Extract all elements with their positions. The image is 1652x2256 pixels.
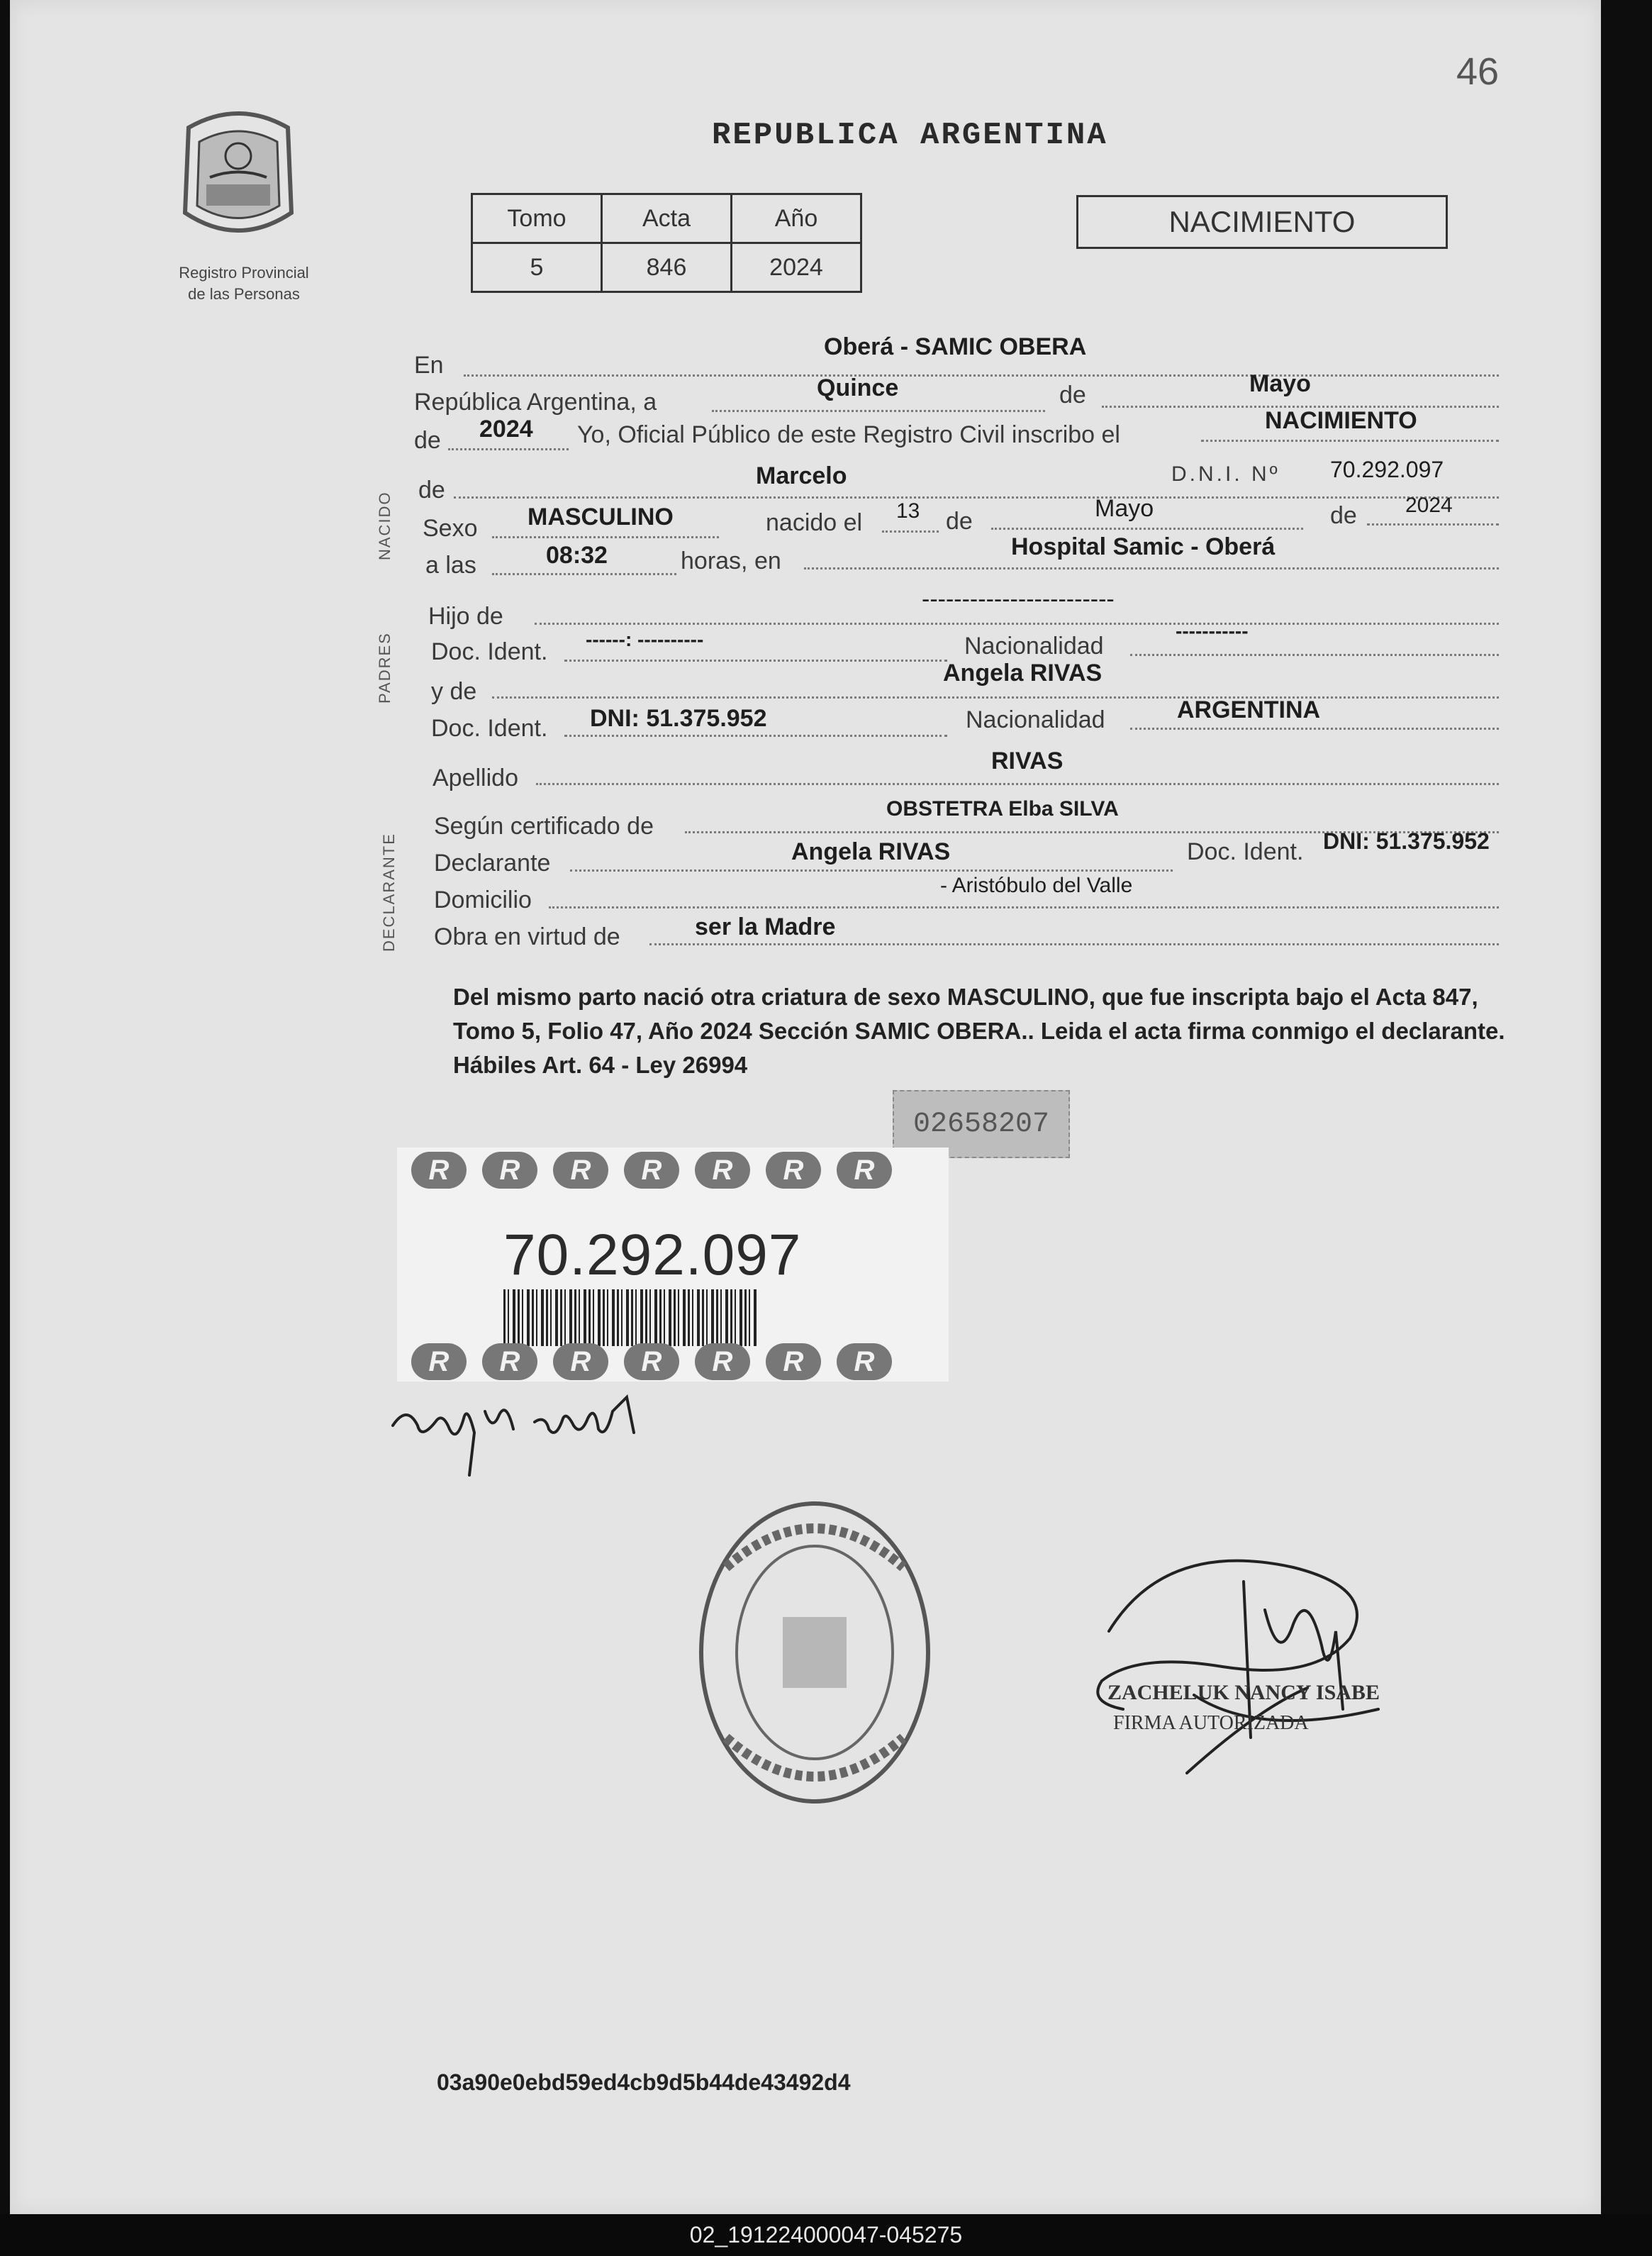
province-coat-of-arms-icon — [167, 106, 309, 270]
dotted-line — [712, 410, 1045, 412]
de-label: de — [414, 427, 441, 454]
r-logo-icon: R — [482, 1152, 537, 1189]
registration-month: Mayo — [1249, 370, 1311, 397]
record-table — [471, 193, 862, 293]
dotted-line — [535, 623, 1499, 625]
side-label-padres: PADRES — [376, 632, 394, 704]
doc-ident-label: Doc. Ident. — [1187, 838, 1304, 865]
domicilio-label: Domicilio — [434, 887, 532, 913]
inscribe-text: Yo, Oficial Público de este Registro Civil inscribo el — [577, 421, 1120, 448]
sticker-pattern-top — [397, 1152, 949, 1193]
dotted-line — [1201, 440, 1499, 442]
declarant-relationship: ser la Madre — [695, 913, 836, 940]
birth-year: 2024 — [1405, 494, 1453, 517]
registration-place: Oberá - SAMIC OBERA — [824, 333, 1087, 360]
father-nationality: ----------- — [1176, 620, 1249, 642]
value-tomo: 5 — [472, 243, 602, 292]
republica-label: República Argentina, a — [414, 389, 657, 416]
de-label: de — [946, 508, 973, 535]
value-acta: 846 — [602, 243, 732, 292]
side-label-declarante: DECLARANTE — [380, 833, 398, 952]
r-logo-icon: R — [411, 1152, 467, 1189]
official-role: FIRMA AUTORIZADA — [1113, 1712, 1309, 1734]
r-logo-icon: R — [624, 1343, 679, 1380]
registry-name-line2: de las Personas — [188, 285, 300, 303]
dotted-line — [492, 573, 676, 575]
dotted-line — [492, 536, 719, 538]
nacionalidad-label: Nacionalidad — [964, 633, 1104, 660]
surname: RIVAS — [991, 748, 1064, 774]
r-logo-icon: R — [553, 1152, 608, 1189]
a-las-label: a las — [425, 552, 476, 579]
certifier: OBSTETRA Elba SILVA — [886, 797, 1119, 821]
side-label-nacido: NACIDO — [376, 491, 394, 560]
mother-document: DNI: 51.375.952 — [590, 705, 767, 732]
dotted-line — [564, 660, 947, 662]
father-name: ------------------------ — [922, 586, 1115, 613]
r-logo-icon: R — [411, 1343, 467, 1380]
r-logo-icon: R — [766, 1343, 821, 1380]
dotted-line — [1130, 654, 1499, 656]
declarant-signature — [386, 1383, 683, 1482]
r-logo-icon: R — [837, 1152, 892, 1189]
doc-ident-label: Doc. Ident. — [431, 638, 548, 665]
dotted-line — [454, 496, 1499, 499]
document-type-box: NACIMIENTO — [1076, 195, 1448, 249]
dotted-line — [448, 448, 569, 450]
sticker-pattern-bottom — [397, 1343, 949, 1382]
declarant-document: DNI: 51.375.952 — [1323, 828, 1490, 854]
registration-year: 2024 — [479, 416, 533, 443]
address: - Aristóbulo del Valle — [940, 874, 1133, 897]
dotted-line — [649, 943, 1499, 945]
apellido-label: Apellido — [432, 765, 518, 791]
dotted-line — [1130, 728, 1499, 730]
nacido-label: nacido el — [766, 509, 863, 536]
r-logo-icon: R — [695, 1152, 750, 1189]
child-sex: MASCULINO — [528, 504, 674, 530]
de-label: de — [1330, 502, 1357, 529]
record-table-value-row — [472, 243, 861, 292]
sticker-dni-number: 70.292.097 — [503, 1223, 802, 1287]
doc-ident-label: Doc. Ident. — [431, 715, 548, 742]
r-logo-icon: R — [695, 1343, 750, 1380]
child-dni: 70.292.097 — [1330, 457, 1444, 482]
inscription-type: NACIMIENTO — [1265, 407, 1417, 434]
en-label: En — [414, 352, 444, 379]
dotted-line — [1367, 523, 1499, 526]
page-title: REPUBLICA ARGENTINA — [712, 118, 1108, 153]
dotted-line — [991, 528, 1303, 530]
page-number: 46 — [1456, 50, 1500, 93]
header-tomo: Tomo — [472, 194, 602, 243]
declarante-label: Declarante — [434, 850, 551, 877]
document-hash: 03a90e0ebd59ed4cb9d5b44de43492d4 — [437, 2069, 851, 2095]
dotted-line — [804, 567, 1499, 569]
dotted-line — [549, 906, 1499, 908]
record-table-header-row — [472, 194, 861, 243]
father-document: ------: ---------- — [586, 628, 704, 650]
nacionalidad-label: Nacionalidad — [966, 706, 1105, 733]
declarant-name: Angela RIVAS — [791, 838, 951, 865]
y-de-label: y de — [431, 678, 477, 705]
official-name: ZACHELUK NANCY ISABE — [1107, 1681, 1380, 1704]
dotted-line — [564, 735, 947, 737]
registration-day: Quince — [817, 374, 899, 401]
mother-nationality: ARGENTINA — [1177, 696, 1321, 723]
barcode-icon — [503, 1289, 759, 1346]
dotted-line — [536, 783, 1499, 785]
serial-stamp: 02658207 — [893, 1090, 1070, 1158]
segun-label: Según certificado de — [434, 813, 654, 840]
dni-label: D.N.I. Nº — [1171, 462, 1280, 486]
dotted-line — [882, 530, 939, 533]
r-logo-icon: R — [766, 1152, 821, 1189]
header-acta: Acta — [602, 194, 732, 243]
r-logo-icon: R — [837, 1343, 892, 1380]
scan-filename: 02_191224000047-045275 — [0, 2214, 1652, 2256]
r-logo-icon: R — [482, 1343, 537, 1380]
official-seal — [683, 1482, 946, 1823]
birth-month: Mayo — [1095, 495, 1154, 522]
dotted-line — [492, 696, 1499, 699]
header-ano: Año — [732, 194, 861, 243]
dotted-line — [464, 374, 1499, 377]
official-signature — [1081, 1525, 1428, 1823]
obra-label: Obra en virtud de — [434, 923, 620, 950]
security-sticker — [397, 1148, 949, 1382]
de-label: de — [1059, 382, 1086, 409]
child-name: Marcelo — [756, 462, 847, 489]
birth-place: Hospital Samic - Oberá — [1011, 533, 1276, 560]
de-label: de — [418, 477, 445, 504]
sexo-label: Sexo — [423, 515, 478, 542]
horas-label: horas, en — [681, 548, 781, 574]
registry-name-line1: Registro Provincial — [179, 264, 309, 282]
mother-name: Angela RIVAS — [943, 660, 1103, 687]
birth-day: 13 — [896, 499, 920, 523]
r-logo-icon: R — [624, 1152, 679, 1189]
document-page — [10, 0, 1601, 2214]
r-logo-icon: R — [553, 1343, 608, 1380]
dotted-line — [570, 869, 1173, 872]
hijo-label: Hijo de — [428, 603, 503, 630]
value-ano: 2024 — [732, 243, 861, 292]
birth-time: 08:32 — [546, 542, 608, 569]
observations-text: Del mismo parto nació otra criatura de sexo MASCULINO, que fue inscripta bajo el Acta 847, Tomo 5, Folio 47, Año 2024 Sección SAMIC OBERA.. Leida el acta firma conmigo el declarante. Hábiles Art. 64 - Ley 26994 — [453, 984, 1505, 1078]
